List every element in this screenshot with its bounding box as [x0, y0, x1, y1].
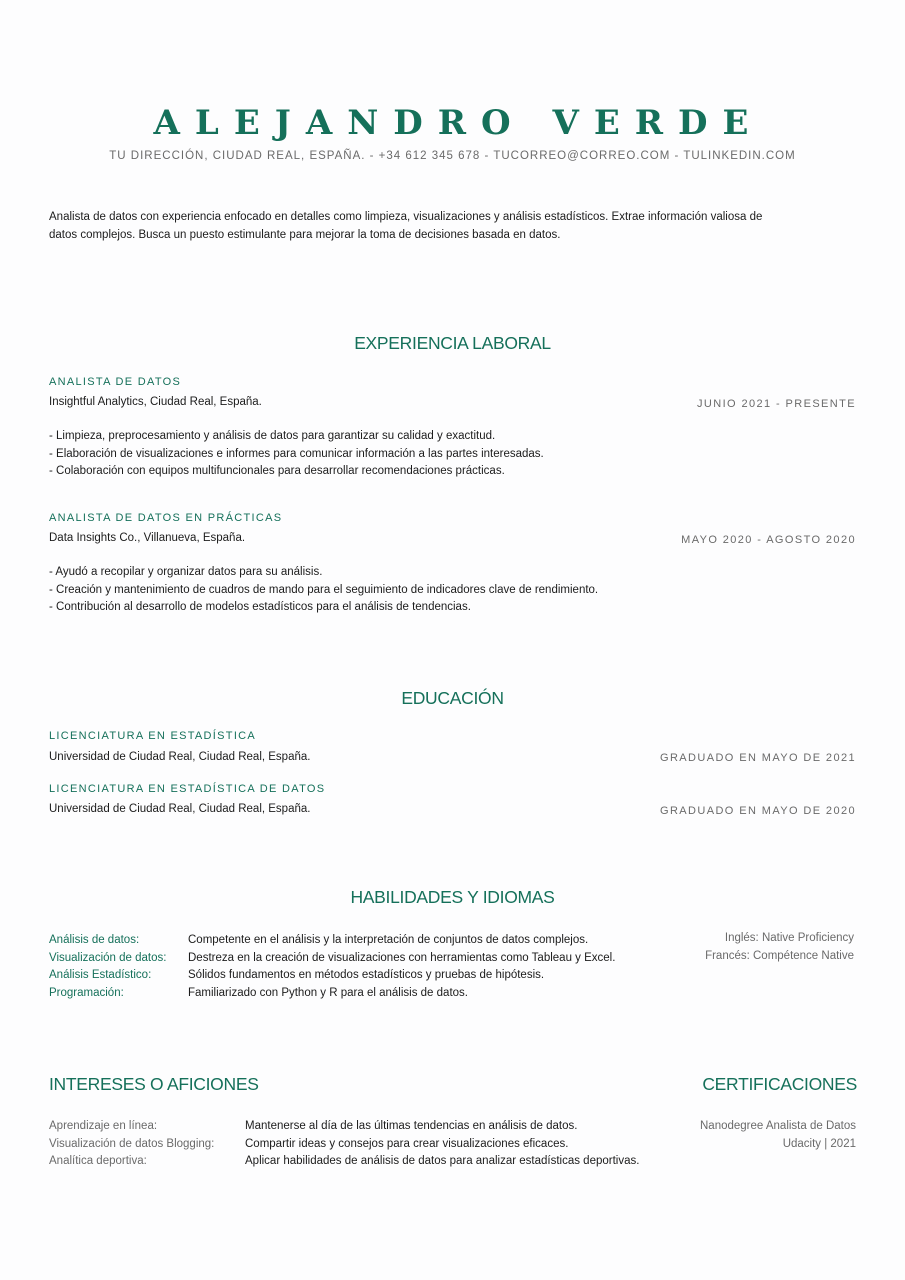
graduation-date: GRADUADO EN MAYO DE 2021	[660, 752, 856, 764]
skill-labels	[49, 932, 166, 1002]
degree-title: LICENCIATURA EN ESTADÍSTICA	[49, 730, 257, 742]
contact-line: TU DIRECCIÓN, CIUDAD REAL, ESPAÑA. - +34 612 345 678 - TUCORREO@CORREO.COM - TULINKEDIN.COM	[109, 150, 796, 162]
skill-description: Sólidos fundamentos en métodos estadísticos y pruebas de hipótesis.	[188, 969, 545, 981]
skill-label: Análisis Estadístico:	[49, 969, 152, 981]
interest-label: Aprendizaje en línea:	[49, 1120, 158, 1132]
skills-heading: HABILIDADES Y IDIOMAS	[350, 887, 555, 907]
interests-heading: INTERESES O AFICIONES	[49, 1074, 259, 1094]
interest-label: Visualización de datos Blogging:	[49, 1137, 215, 1150]
job-company: Data Insights Co., Villanueva, España.	[49, 532, 246, 544]
job-date: JUNIO 2021 - PRESENTE	[697, 398, 856, 410]
certification-issuer: Udacity | 2021	[782, 1137, 856, 1150]
skill-descriptions	[188, 932, 615, 1002]
languages-list	[705, 930, 854, 965]
job-bullets	[49, 428, 544, 481]
summary-line: datos complejos. Busca un puesto estimulante para mejorar la toma de decisiones basada en datos.	[49, 229, 561, 241]
certification-entry	[700, 1118, 856, 1153]
job-bullet: - Contribución al desarrollo de modelos estadísticos para el análisis de tendencias.	[49, 601, 471, 613]
job-bullet: - Colaboración con equipos multifuncionales para desarrollar recomendaciones prácticas.	[49, 465, 505, 477]
skill-description: Destreza en la creación de visualizaciones con herramientas como Tableau y Excel.	[188, 951, 616, 964]
job-title: ANALISTA DE DATOS	[49, 376, 182, 388]
interest-description: Aplicar habilidades de análisis de datos para analizar estadísticas deportivas.	[245, 1155, 640, 1167]
job-title: ANALISTA DE DATOS EN PRÁCTICAS	[49, 512, 283, 524]
graduation-date: GRADUADO EN MAYO DE 2020	[660, 805, 856, 817]
skill-label: Programación:	[49, 986, 124, 999]
skill-label: Análisis de datos:	[49, 934, 140, 946]
job-company: Insightful Analytics, Ciudad Real, España.	[49, 396, 262, 408]
interest-label: Analítica deportiva:	[49, 1155, 147, 1167]
school-name: Universidad de Ciudad Real, Ciudad Real, España.	[49, 751, 311, 763]
degree-title: LICENCIATURA EN ESTADÍSTICA DE DATOS	[49, 783, 326, 795]
interest-description: Compartir ideas y consejos para crear visualizaciones eficaces.	[245, 1137, 569, 1150]
summary-line: Analista de datos con experiencia enfocado en detalles como limpieza, visualizaciones y análisis estadísticos. Extrae información valiosa de	[49, 211, 763, 223]
certification-name: Nanodegree Analista de Datos	[700, 1120, 856, 1132]
interest-labels	[49, 1118, 214, 1171]
job-bullet: - Limpieza, preprocesamiento y análisis de datos para garantizar su calidad y exactitud.	[49, 430, 496, 442]
skill-description: Familiarizado con Python y R para el análisis de datos.	[188, 986, 468, 999]
interest-description: Mantenerse al día de las últimas tendencias en análisis de datos.	[245, 1120, 578, 1132]
skill-label: Visualización de datos:	[49, 951, 167, 964]
certifications-heading: CERTIFICACIONES	[702, 1074, 857, 1094]
candidate-name: ALEJANDRO VERDE	[153, 103, 764, 143]
interest-descriptions	[245, 1118, 639, 1171]
job-bullets	[49, 564, 598, 617]
skill-description: Competente en el análisis y la interpretación de conjuntos de datos complejos.	[188, 934, 589, 946]
job-bullet: - Creación y mantenimiento de cuadros de mando para el seguimiento de indicadores clave de rendimiento.	[49, 583, 599, 596]
profile-summary	[49, 208, 769, 244]
job-bullet: - Elaboración de visualizaciones e informes para comunicar información a las partes interesadas.	[49, 447, 544, 460]
school-name: Universidad de Ciudad Real, Ciudad Real, España.	[49, 803, 311, 815]
language-item: Inglés: Native Proficiency	[724, 932, 854, 944]
job-bullet: - Ayudó a recopilar y organizar datos para su análisis.	[49, 566, 323, 578]
job-date: MAYO 2020 - AGOSTO 2020	[681, 534, 856, 546]
experience-heading: EXPERIENCIA LABORAL	[354, 333, 551, 353]
language-item: Francés: Compétence Native	[705, 949, 854, 962]
education-heading: EDUCACIÓN	[401, 688, 504, 708]
